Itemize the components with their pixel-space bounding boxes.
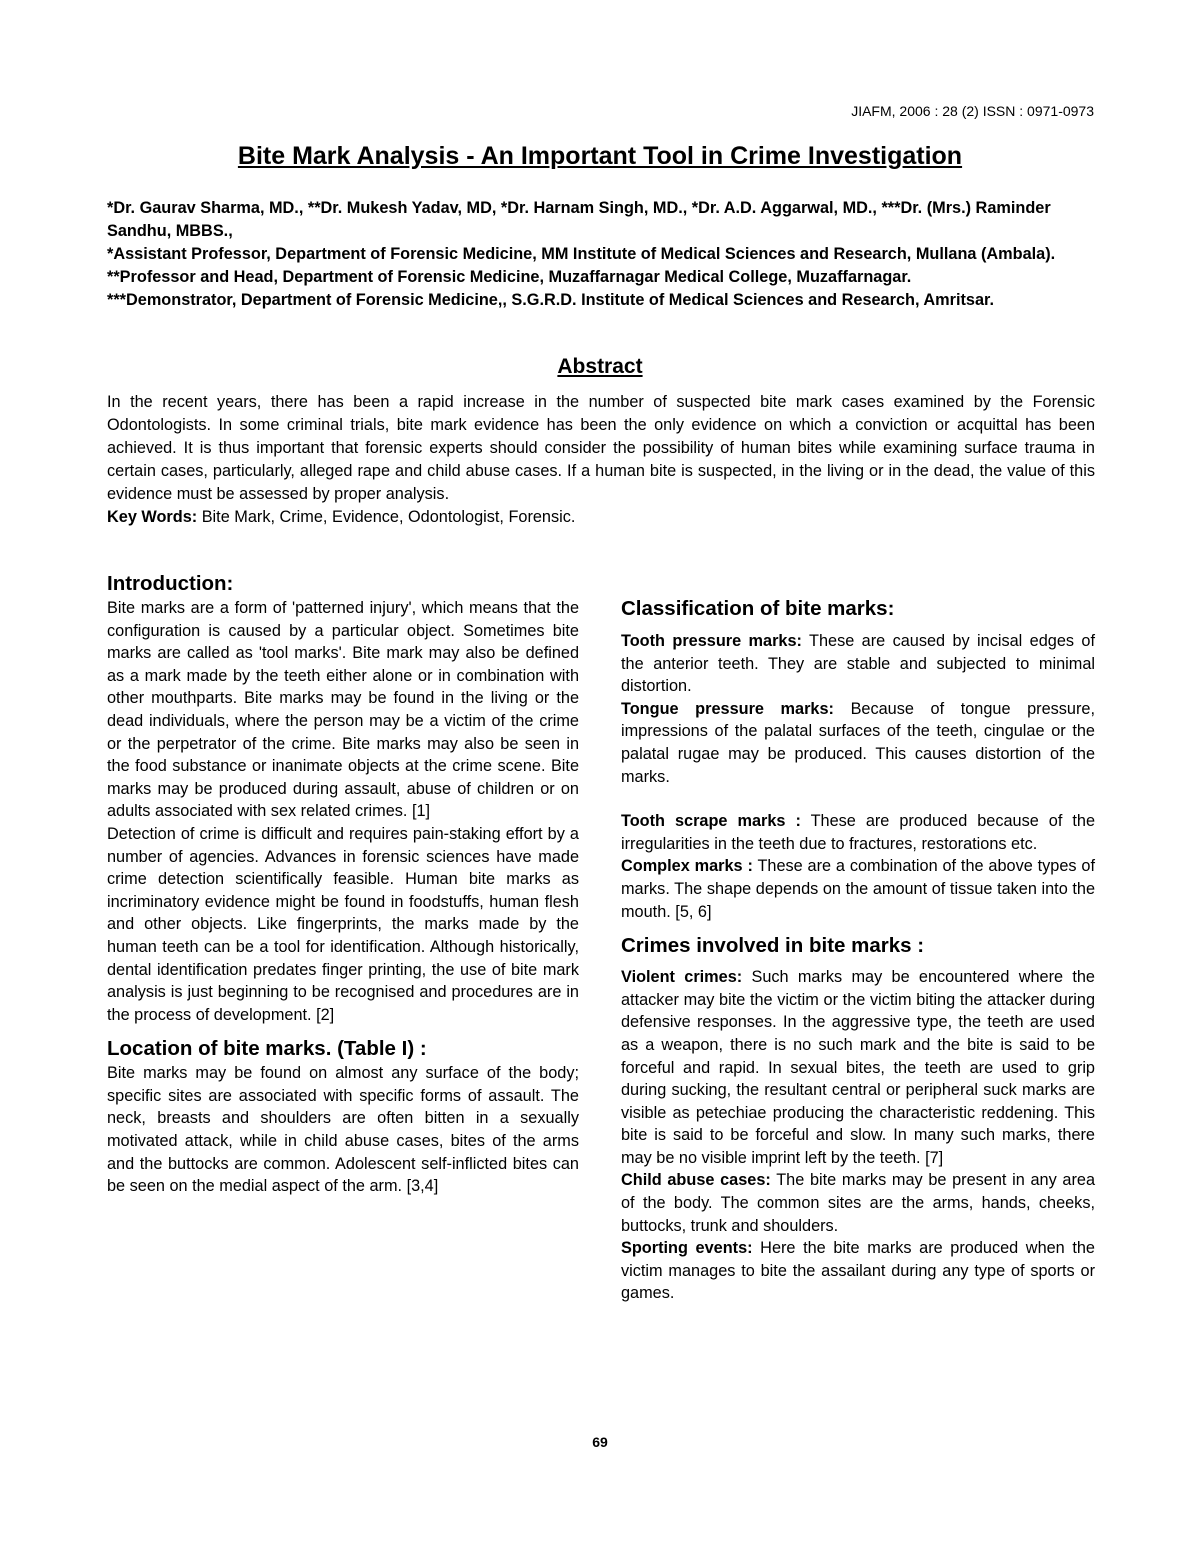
classification-heading: Classification of bite marks: (621, 597, 895, 620)
page-number: 69 (592, 1434, 608, 1450)
classification-item (621, 855, 1095, 923)
journal-reference: JIAFM, 2006 : 28 (2) ISSN : 0971-0973 (851, 103, 1094, 119)
classification-item (621, 630, 1095, 698)
introduction-heading: Introduction: (107, 572, 234, 595)
crimes-term: Sporting events: (621, 1239, 753, 1258)
keywords-label: Key Words: (107, 508, 198, 526)
crimes-text: Here the bite marks are produced when the victim manages to bite the assailant during any type of sports or games. (621, 1239, 1095, 1303)
introduction-paragraph-2: Detection of crime is difficult and requires pain-staking effort by a number of agencies. Advances in forensic sciences have made crime detection scientifically feasible. Human bite marks as incriminatory evidence might be found in foodstuffs, human flesh and other objects. Like fingerprints, the marks made by the human teeth can be a tool for identification. Although historically, dental identification predates finger printing, the use of bite mark analysis is just beginning to be recognised and procedures are in the process of development. [2] (107, 824, 579, 1024)
abstract-heading: Abstract (557, 355, 643, 378)
crimes-heading: Crimes involved in bite marks : (621, 934, 925, 958)
affiliation-2: **Professor and Head, Department of Forensic Medicine, Muzaffarnagar Medical College, Muzaffarnagar. (107, 268, 912, 286)
location-paragraph: Bite marks may be found on almost any surface of the body; specific sites are associated with specific forms of assault. The neck, breasts and shoulders are often bitten in a sexually motivated attack, while in child abuse cases, bites of the arms and the buttocks are common. Adolescent self-inflicted bites can be seen on the medial aspect of the arm. [3,4] (107, 1064, 579, 1196)
classification-term: Tooth pressure marks: (621, 632, 802, 650)
crimes-text: Such marks may be encountered where the attacker may bite the victim or the victim biting the attacker during defensive responses. In the aggressive type, the teeth are used as a weapon, there is no such mark and the bite is said to be forceful and rapid. In sexual bites, the teeth are used to grip during sucking, the resultant central or peripheral suck marks are visible as petechiae producing the characteristic reddening. This bite is said to be forceful and slow. In many such marks, there may be no visible imprint left by the teeth. [7] (621, 968, 1095, 1167)
affiliation-3: ***Demonstrator, Department of Forensic Medicine,, S.G.R.D. Institute of Medical Sciences and Research, Amritsar. (107, 291, 994, 309)
classification-text: Because of tongue pressure, impressions of the palatal surfaces of the teeth, cingulae or the palatal rugae may be produced. This causes distortion of the marks. (621, 699, 1095, 786)
right-column (621, 596, 1095, 1305)
author-names: *Dr. Gaurav Sharma, MD., **Dr. Mukesh Yadav, MD, *Dr. Harnam Singh, MD., *Dr. A.D. Aggarwal, MD., ***Dr. (Mrs.) Raminder Sandhu, MBBS., (107, 199, 1051, 240)
classification-item (621, 698, 1095, 788)
crimes-item (621, 966, 1095, 1169)
crimes-item (621, 1237, 1095, 1305)
crimes-term: Violent crimes: (621, 968, 743, 987)
classification-term: Complex marks : (621, 857, 753, 876)
paragraph-gap (621, 788, 1095, 810)
crimes-term: Child abuse cases: (621, 1171, 771, 1190)
classification-text: These are caused by incisal edges of the anterior teeth. They are stable and subjected to minimal distortion. (621, 632, 1095, 696)
introduction-paragraph-1: Bite marks are a form of 'patterned injury', which means that the configuration is caused by a particular object. Sometimes bite marks are called as 'tool marks'. Bite mark may also be defined as a mark made by the teeth either alone or in combination with other mouthparts. Bite marks may be found in the living or the dead individuals, where the person may be a victim of the crime or the perpetrator of the crime. Bite marks may also be seen in the food substance or inanimate objects at the crime scene. Bite marks may be produced during assault, abuse of children or on adults associated with sex related crimes. [1] (107, 599, 579, 821)
affiliation-1: *Assistant Professor, Department of Forensic Medicine, MM Institute of Medical Sciences and Research, Mullana (Ambala). (107, 245, 1056, 263)
abstract-text: In the recent years, there has been a rapid increase in the number of suspected bite mark cases examined by the Forensic Odontologists. In some criminal trials, bite mark evidence has been the only evidence on which a conviction or acquittal has been achieved. It is thus important that forensic experts should consider the possibility of human bites while examining surface trauma in certain cases, particularly, alleged rape and child abuse cases. If a human bite is suspected, in the living or in the dead, the value of this evidence must be assessed by proper analysis. (107, 393, 1095, 503)
paper-title: Bite Mark Analysis - An Important Tool in Crime Investigation (237, 142, 963, 170)
crimes-item (621, 1169, 1095, 1237)
left-column (107, 571, 579, 1198)
classification-text: These are produced because of the irregularities in the teeth due to fractures, restorations etc. (621, 812, 1096, 853)
crimes-text: The bite marks may be present in any area of the body. The common sites are the arms, hands, cheeks, buttocks, trunk and shoulders. (621, 1171, 1095, 1235)
abstract-block (107, 391, 1095, 529)
classification-item (621, 810, 1095, 855)
location-heading: Location of bite marks. (Table I) : (107, 1037, 427, 1061)
classification-term: Tongue pressure marks: (621, 699, 834, 718)
author-block (107, 197, 1095, 312)
classification-text: These are a combination of the above types of marks. The shape depends on the amount of tissue taken into the mouth. [5, 6] (621, 857, 1095, 921)
keywords-text: Bite Mark, Crime, Evidence, Odontologist, Forensic. (197, 508, 576, 526)
keywords-line (107, 506, 1095, 529)
classification-term: Tooth scrape marks : (621, 812, 801, 831)
